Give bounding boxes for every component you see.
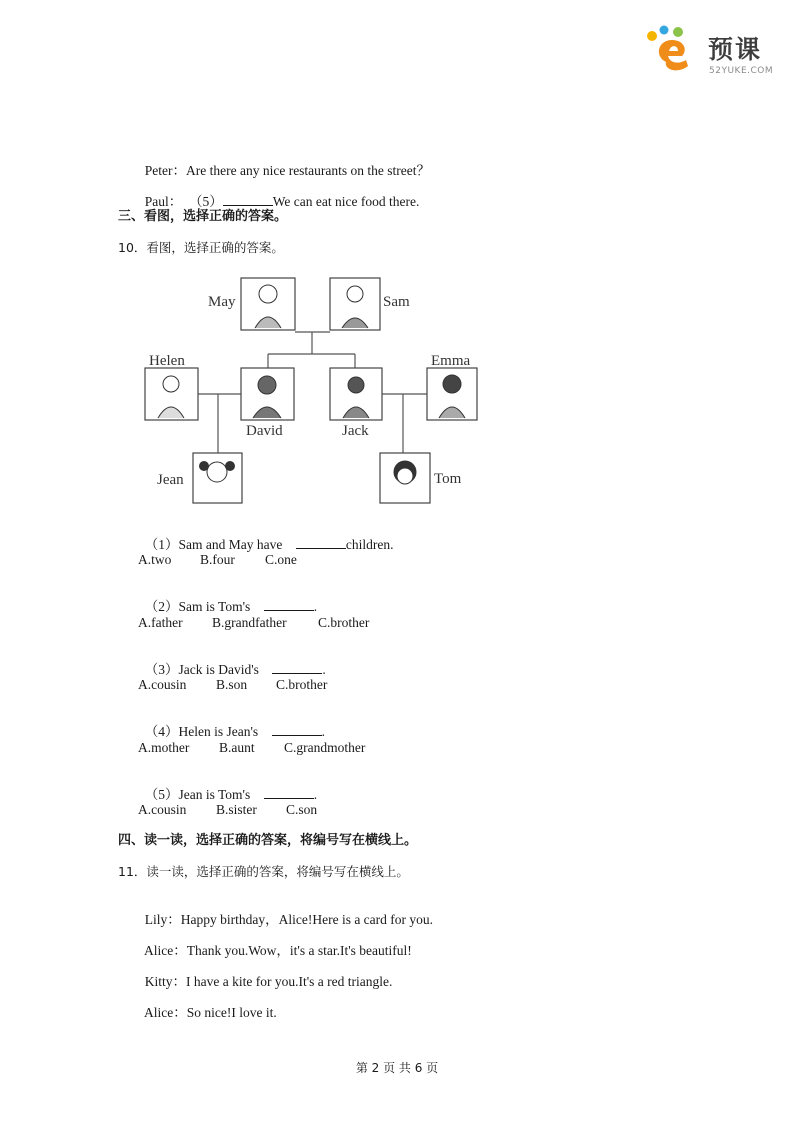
option-5b[interactable]: B.sister xyxy=(216,802,257,817)
item-number: （5） xyxy=(189,194,223,209)
question-2 xyxy=(138,583,317,615)
answer-blank[interactable] xyxy=(272,662,322,674)
section-heading-3: 三、看图，选择正确的答案。 xyxy=(118,209,288,224)
answer-blank[interactable] xyxy=(223,194,273,206)
utterance: Happy birthday，Alice!Here is a card for you. xyxy=(180,912,434,927)
utterance: So nice!I love it. xyxy=(186,1005,277,1020)
question-4 xyxy=(138,708,325,740)
question-stem: （1）Sam and May have xyxy=(144,537,286,552)
name-label-sam: Sam xyxy=(383,294,410,310)
option-1b[interactable]: B.four xyxy=(200,552,235,567)
question-stem: （2）Sam is Tom's xyxy=(144,599,254,614)
portrait-emma xyxy=(427,368,477,420)
option-4a[interactable]: A.mother xyxy=(138,740,190,755)
question-stem-end: . xyxy=(321,724,326,739)
question-1 xyxy=(138,521,393,553)
question-stem-end: . xyxy=(313,787,318,802)
speaker: Alice： xyxy=(144,1005,187,1020)
option-2b[interactable]: B.grandfather xyxy=(212,615,287,630)
option-4c[interactable]: C.grandmother xyxy=(284,740,366,755)
speaker: Lily： xyxy=(144,912,181,927)
portrait-jack xyxy=(330,368,382,420)
dialog-line-paul xyxy=(138,178,419,210)
speaker: Paul： xyxy=(144,194,183,209)
logo-url: 52YUKE.COM xyxy=(709,66,774,76)
dialog-line-alice-2 xyxy=(138,989,277,1021)
name-label-jean: Jean xyxy=(157,472,184,488)
question-stem-end: . xyxy=(322,662,326,677)
speaker: Kitty： xyxy=(144,974,187,989)
option-2c[interactable]: C.brother xyxy=(318,615,370,630)
utterance: We can eat nice food there. xyxy=(272,194,420,209)
option-2a[interactable]: A.father xyxy=(138,615,183,630)
page-footer: 第 2 页 共 6 页 xyxy=(355,1061,439,1075)
answer-blank[interactable] xyxy=(264,599,314,611)
question-stem: （5）Jean is Tom's xyxy=(144,787,254,802)
question-stem-end: . xyxy=(313,599,318,614)
question-stem-end: children. xyxy=(345,537,394,552)
name-label-david: David xyxy=(246,423,283,439)
option-3c[interactable]: C.brother xyxy=(276,677,328,692)
portrait-sam xyxy=(330,278,380,330)
option-5c[interactable]: C.son xyxy=(286,802,318,817)
speaker: Peter： xyxy=(144,163,186,178)
utterance: Thank you.Wow，it's a star.It's beautiful! xyxy=(186,943,412,958)
option-3a[interactable]: A.cousin xyxy=(138,677,187,692)
portrait-helen xyxy=(145,368,198,420)
question-5 xyxy=(138,771,317,803)
name-label-jack: Jack xyxy=(342,423,369,439)
option-3b[interactable]: B.son xyxy=(216,677,248,692)
name-label-helen: Helen xyxy=(149,353,185,369)
logo-name: 预课 xyxy=(708,35,763,64)
dialog-line-lily xyxy=(138,896,433,928)
utterance: I have a kite for you.It's a red triangle. xyxy=(186,974,393,989)
portrait-tom xyxy=(380,453,430,503)
dialog-line-kitty xyxy=(138,958,392,990)
answer-blank[interactable] xyxy=(264,787,314,799)
section-heading-4: 四、读一读，选择正确的答案，将编号写在横线上。 xyxy=(118,833,418,848)
answer-blank[interactable] xyxy=(272,724,322,736)
dialog-line-peter xyxy=(138,147,430,179)
name-label-may: May xyxy=(208,294,236,310)
option-5a[interactable]: A.cousin xyxy=(138,802,187,817)
option-4b[interactable]: B.aunt xyxy=(219,740,255,755)
answer-blank[interactable] xyxy=(296,537,346,549)
utterance: Are there any nice restaurants on the street？ xyxy=(186,163,431,178)
question-10: 10．看图，选择正确的答案。 xyxy=(118,240,284,255)
question-11: 11．读一读，选择正确的答案，将编号写在横线上。 xyxy=(118,864,409,879)
dialog-line-alice-1 xyxy=(138,927,412,959)
question-3 xyxy=(138,646,326,678)
portrait-may xyxy=(241,278,295,330)
portrait-jean xyxy=(193,453,242,503)
name-label-tom: Tom xyxy=(434,471,462,487)
question-stem: （4）Helen is Jean's xyxy=(144,724,262,739)
speaker: Alice： xyxy=(144,943,187,958)
question-stem: （3）Jack is David's xyxy=(144,662,263,677)
name-label-emma: Emma xyxy=(431,353,471,369)
option-1c[interactable]: C.one xyxy=(265,552,297,567)
family-tree-figure xyxy=(140,268,480,508)
option-1a[interactable]: A.two xyxy=(138,552,172,567)
portrait-david xyxy=(241,368,294,420)
